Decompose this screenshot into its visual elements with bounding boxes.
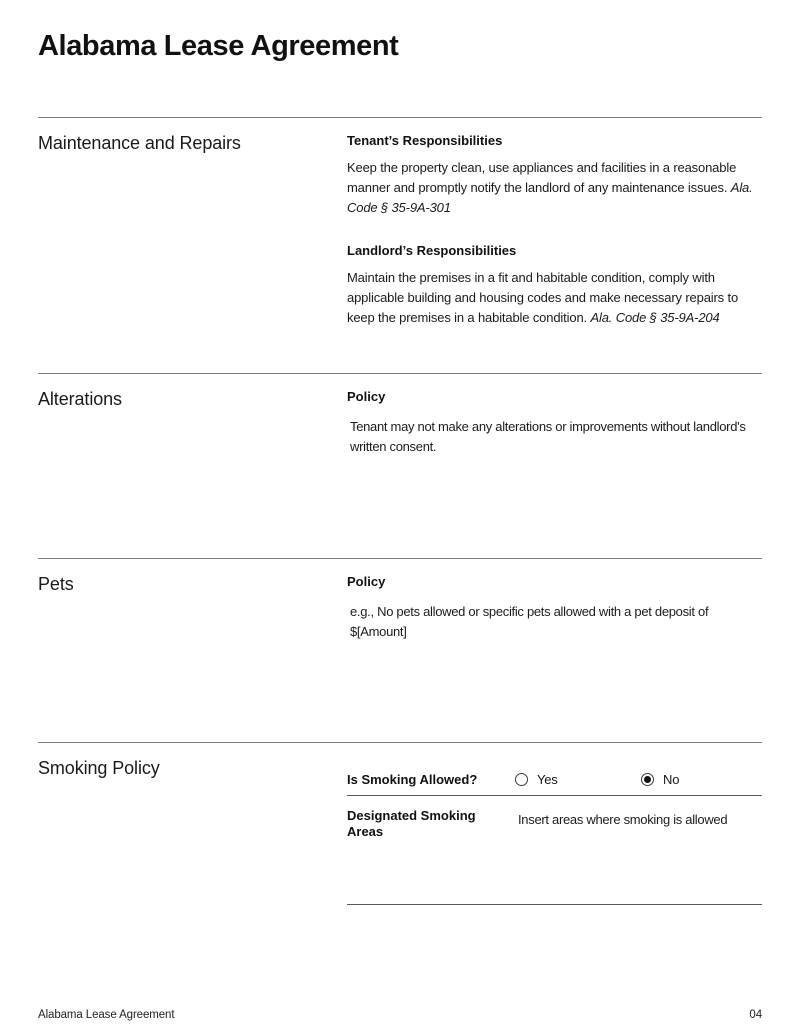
designated-areas-label: Designated Smoking Areas	[347, 808, 476, 839]
section-content	[347, 758, 762, 905]
section-smoking-policy	[38, 743, 762, 905]
policy-label: Policy	[347, 389, 386, 404]
legal-citation: Ala. Code § 35-9A-204	[590, 310, 720, 325]
legal-citation: Ala. Code § 35-9A-301	[347, 180, 753, 215]
section-heading: Maintenance and Repairs	[38, 133, 241, 153]
block-label: Landlord’s Responsibilities	[347, 243, 517, 258]
radio-no-label: No	[663, 772, 680, 787]
section-content	[347, 574, 762, 742]
block-label: Tenant’s Responsibilities	[347, 133, 503, 148]
footer-page-number: 04	[749, 1009, 762, 1021]
section-maintenance-and-repairs	[38, 118, 762, 373]
smoking-question-label: Is Smoking Allowed?	[347, 772, 478, 787]
radio-yes-label: Yes	[537, 772, 558, 787]
section-content	[347, 389, 762, 558]
block-text	[347, 158, 762, 218]
section-heading: Pets	[38, 574, 74, 594]
page-footer	[38, 1009, 762, 1021]
page-title: Alabama Lease Agreement	[38, 30, 399, 62]
radio-no-icon[interactable]	[641, 773, 654, 786]
block-body: Maintain the premises in a fit and habitable condition, comply with applicable building and housing codes and make necessary repairs to keep the premises in a habitable condition.	[347, 270, 739, 325]
footer-document-name: Alabama Lease Agreement	[38, 1009, 175, 1021]
tenant-responsibilities-block	[347, 133, 762, 218]
policy-label: Policy	[347, 574, 386, 589]
alterations-policy-field[interactable]: Tenant may not make any alterations or improvements without landlord's written consent.	[350, 419, 746, 454]
radio-yes-icon[interactable]	[515, 773, 528, 786]
section-alterations	[38, 374, 762, 558]
designated-areas-field[interactable]: Insert areas where smoking is allowed	[518, 812, 728, 827]
section-pets	[38, 559, 762, 742]
section-heading: Smoking Policy	[38, 758, 160, 778]
designated-areas-row	[347, 796, 762, 905]
block-text	[347, 268, 762, 328]
block-body: Keep the property clean, use appliances and facilities in a reasonable manner and promptly notify the landlord of any maintenance issues.	[347, 160, 737, 195]
radio-option-no[interactable]	[641, 772, 762, 787]
pets-policy-field[interactable]: e.g., No pets allowed or specific pets allowed with a pet deposit of $[Amount]	[350, 604, 709, 639]
landlord-responsibilities-block	[347, 243, 762, 328]
radio-option-yes[interactable]	[515, 772, 641, 787]
section-heading: Alterations	[38, 389, 122, 409]
smoking-allowed-row	[347, 758, 762, 796]
section-content	[347, 133, 762, 373]
